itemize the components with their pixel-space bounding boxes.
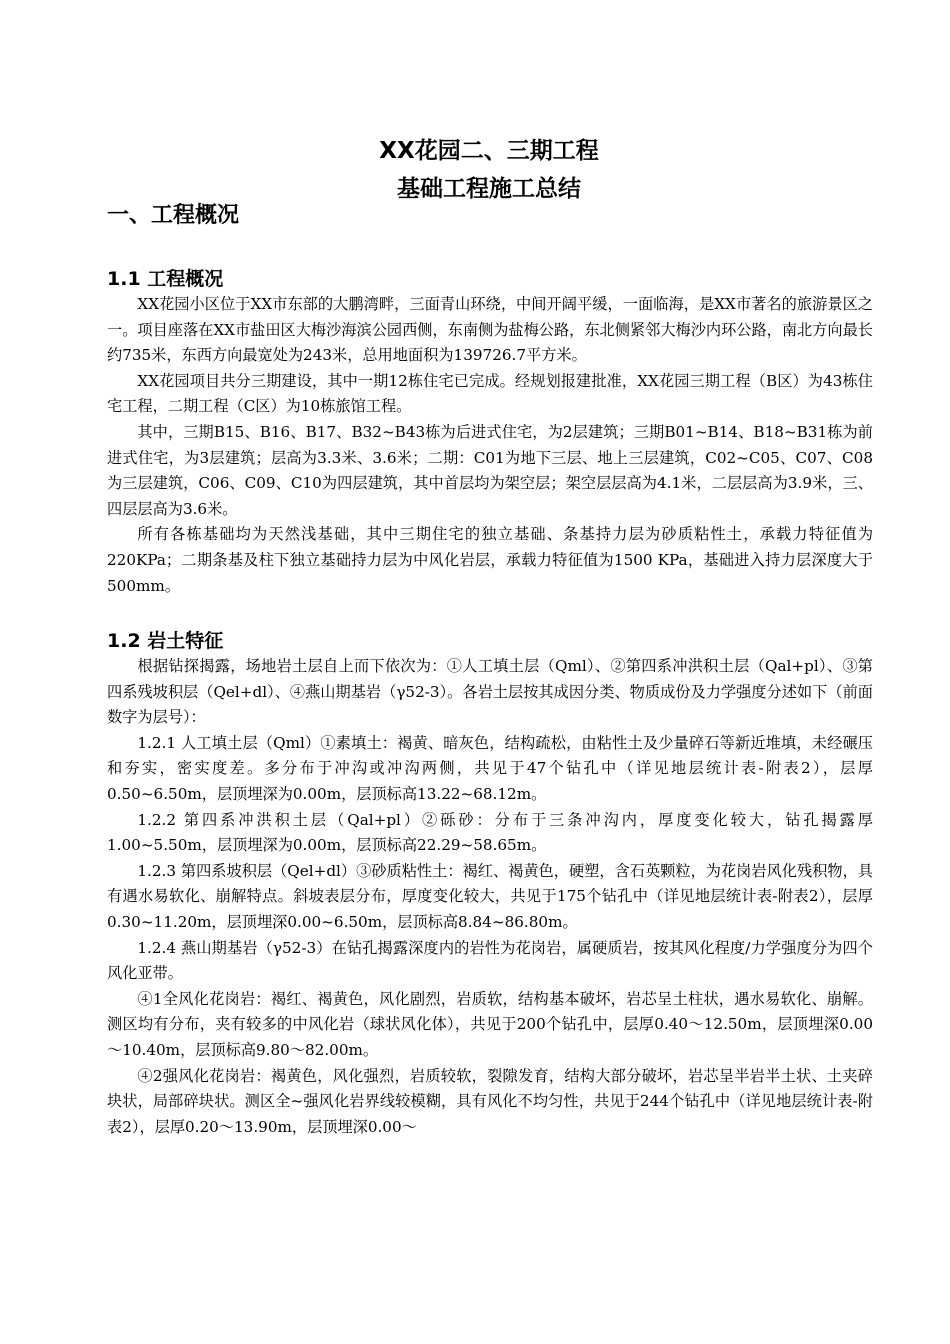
paragraph: ④1全风化花岗岩：褐红、褐黄色，风化剧烈，岩质软，结构基本破坏，岩芯呈土柱状，遇水易软化、崩解。测区均有分布，夹有较多的中风化岩（球状风化体），共见于200个钻孔中，层厚0.40～12.50m，层顶埋深0.00～10.40m，层顶标高9.80～82.00m。	[107, 989, 873, 1059]
paragraph: XX花园小区位于XX市东部的大鹏湾畔，三面青山环绕，中间开阔平缓，一面临海，是XX市著名的旅游景区之一。项目座落在XX市盐田区大梅沙海滨公园西侧，东南侧为盐梅公路，东北侧紧邻大梅沙内环公路，南北方向最长约735米，东西方向最宽处为243米，总用地面积为139726.7平方米。	[107, 295, 873, 365]
paragraph: 1.2.4 燕山期基岩（γ52-3）在钻孔揭露深度内的岩性为花岗岩，属硬质岩，按其风化程度/力学强度分为四个风化亚带。	[107, 938, 873, 983]
paragraph: 根据钻探揭露，场地岩土层自上而下依次为：①人工填土层（Qml）、②第四系冲洪积土层（Qal+pl）、③第四系残坡积层（Qel+dl）、④燕山期基岩（γ52-3）。各岩土层按其成因分类、物质成份及力学强度分述如下（前面数字为层号）：	[107, 657, 873, 727]
paragraph: 其中，三期B15、B16、B17、B32~B43栋为后进式住宅，为2层建筑；三期B01~B14、B18~B31栋为前进式住宅，为3层建筑；层高为3.3米、3.6米；二期：C01为地下三层、地上三层建筑，C02~C05、C07、C08为三层建筑，C06、C09、C10为四层建筑，其中首层均为架空层；架空层层高为4.1米，二层层高为3.9米，三、四层层高为3.6米。	[107, 422, 873, 518]
document-subtitle: 基础工程施工总结	[397, 176, 581, 202]
section-1-1-body	[107, 292, 873, 599]
paragraph: 1.2.2 第四系冲洪积土层（Qal+pl）②砾砂：分布于三条冲沟内，厚度变化较大，钻孔揭露厚1.00~5.50m，层顶埋深为0.00m，层顶标高22.29~58.65m。	[107, 810, 873, 855]
document-title: XX花园二、三期工程	[379, 138, 599, 164]
section-1-2-body	[107, 654, 873, 1140]
paragraph: 1.2.1 人工填土层（Qml）①素填土：褐黄、暗灰色，结构疏松，由粘性土及少量碎石等新近堆填，未经碾压和夯实，密实度差。多分布于冲沟或冲沟两侧，共见于47个钻孔中（详见地层统计表-附表2），层厚0.50~6.50m，层顶埋深为0.00m，层顶标高13.22~68.12m。	[107, 733, 873, 803]
section-heading-1-1: 1.1 工程概况	[107, 268, 224, 290]
section-heading-1-2: 1.2 岩土特征	[107, 630, 224, 652]
paragraph: 1.2.3 第四系坡积层（Qel+dl）③砂质粘性土：褐红、褐黄色，硬塑，含石英颗粒，为花岗岩风化残积物，具有遇水易软化、崩解特点。斜坡表层分布，厚度变化较大，共见于175个钻孔中（详见地层统计表-附表2），层厚0.30~11.20m，层顶埋深0.00~6.50m，层顶标高8.84~86.80m。	[107, 861, 873, 931]
paragraph: ④2强风化花岗岩：褐黄色，风化强烈，岩质较软，裂隙发育，结构大部分破坏，岩芯呈半岩半土状、土夹碎块状，局部碎块状。测区全~强风化岩界线较模糊，具有风化不均匀性，共见于244个钻孔中（详见地层统计表-附表2），层厚0.20～13.90m，层顶埋深0.00～	[107, 1066, 873, 1136]
paragraph: XX花园项目共分三期建设，其中一期12栋住宅已完成。经规划报建批准，XX花园三期工程（B区）为43栋住宅工程，二期工程（C区）为10栋旅馆工程。	[107, 371, 873, 416]
paragraph: 所有各栋基础均为天然浅基础，其中三期住宅的独立基础、条基持力层为砂质粘性土，承载力特征值为220KPa；二期条基及柱下独立基础持力层为中风化岩层，承载力特征值为1500 KPa，基础进入持力层深度大于500mm。	[107, 525, 873, 595]
chapter-heading: 一、工程概况	[107, 203, 240, 228]
